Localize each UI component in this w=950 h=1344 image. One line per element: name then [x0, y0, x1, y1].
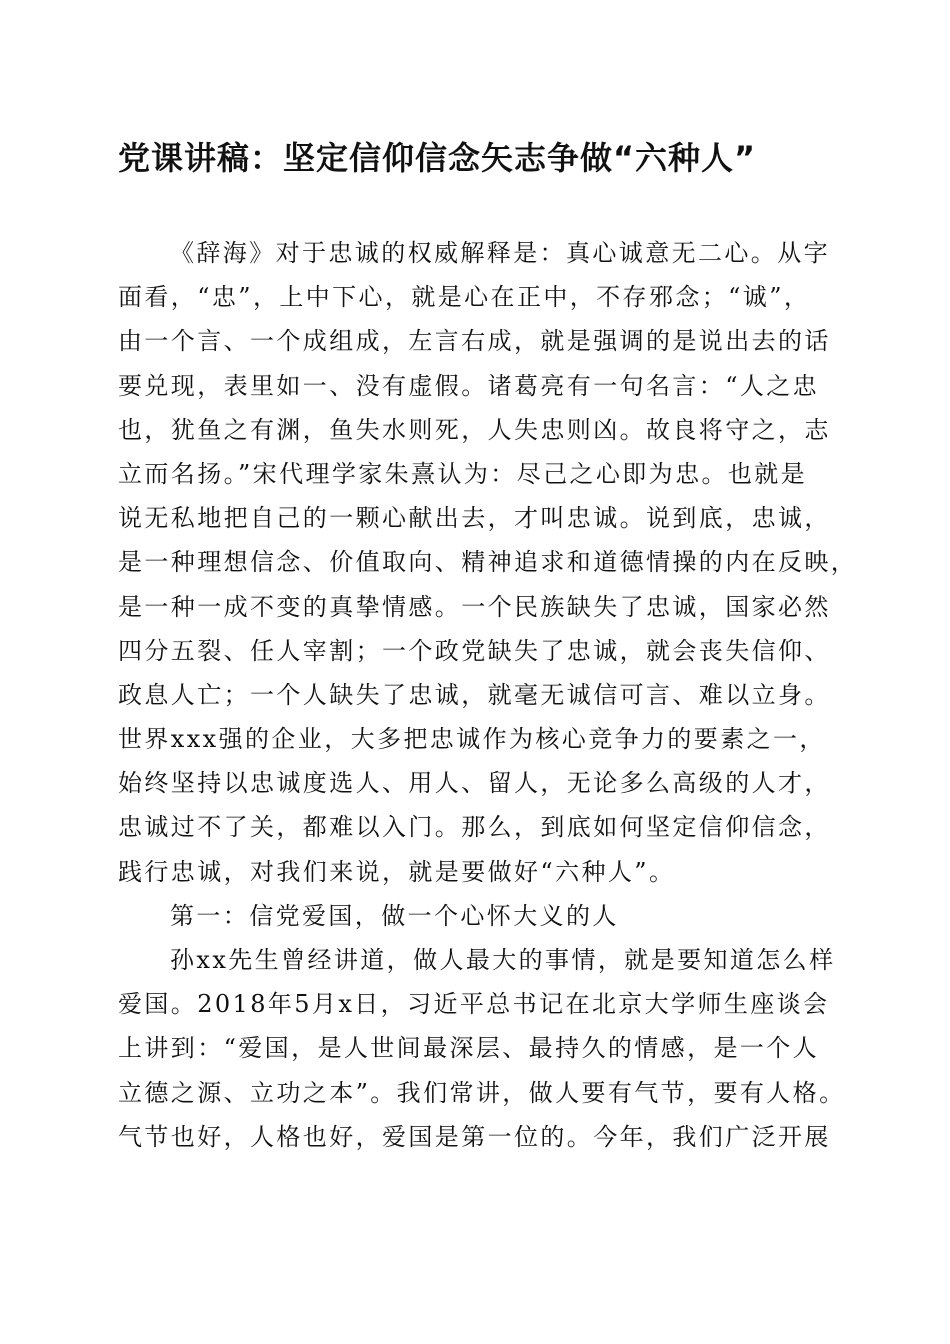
- paragraph-line: 立而名扬。”宋代理学家朱熹认为：尽己之心即为忠。也就是: [118, 459, 808, 488]
- paragraph-line: 世界xxx强的企业，大多把忠诚作为核心竞争力的要素之一，: [118, 725, 826, 754]
- paragraph-line: 四分五裂、任人宰割；一个政党缺失了忠诚，就会丧失信仰、: [118, 636, 831, 665]
- paragraph-line: 是一种理想信念、价值取向、精神追求和道德情操的内在反映，: [118, 548, 858, 577]
- paragraph-line: 政息人亡；一个人缺失了忠诚，就毫无诚信可言、难以立身。: [118, 680, 831, 709]
- paragraph-line: 《辞海》对于忠诚的权威解释是：真心诚意无二心。从字: [170, 239, 830, 267]
- paragraph-line: 要兑现，表里如一、没有虚假。诸葛亮有一句名言：“人之忠: [118, 371, 820, 400]
- paragraph-line: 爱国。2018年5月x日，习近平总书记在北京大学师生座谈会: [118, 990, 830, 1019]
- paragraph-line: 也，犹鱼之有渊，鱼失水则死，人失忠则凶。故良将守之，志: [118, 415, 831, 444]
- paragraph-line: 是一种一成不变的真挚情感。一个民族缺失了忠诚，国家必然: [118, 592, 831, 621]
- paragraph-line: 面看，“忠”，上中下心，就是心在正中，不存邪念；“诚”，: [118, 283, 811, 312]
- paragraph-line: 由一个言、一个成组成，左言右成，就是强调的是说出去的话: [118, 327, 831, 356]
- section-heading: 第一：信党爱国，做一个心怀大义的人: [170, 901, 619, 930]
- paragraph-line: 立德之源、立功之本”。我们常讲，做人要有气节，要有人格。: [118, 1078, 846, 1107]
- paragraph-line: 气节也好，人格也好，爱国是第一位的。今年，我们广泛开展: [118, 1122, 831, 1151]
- paragraph-line: 始终坚持以忠诚度选人、用人、留人，无论多么高级的人才，: [118, 769, 831, 798]
- paragraph-line: 忠诚过不了关，都难以入门。那么，到底如何坚定信仰信念，: [118, 813, 831, 842]
- document-title: 党课讲稿：坚定信仰信念矢志争做“六种人”: [118, 139, 757, 177]
- paragraph-line: 上讲到：“爱国，是人世间最深层、最持久的情感，是一个人: [118, 1034, 820, 1063]
- document-body: [118, 231, 858, 1159]
- paragraph-line: 践行忠诚，对我们来说，就是要做好“六种人”。: [118, 857, 676, 886]
- paragraph-line: 孙xx先生曾经讲道，做人最大的事情，就是要知道怎么样: [170, 946, 836, 974]
- paragraph-line: 说无私地把自己的一颗心献出去，才叫忠诚。说到底，忠诚，: [118, 504, 831, 533]
